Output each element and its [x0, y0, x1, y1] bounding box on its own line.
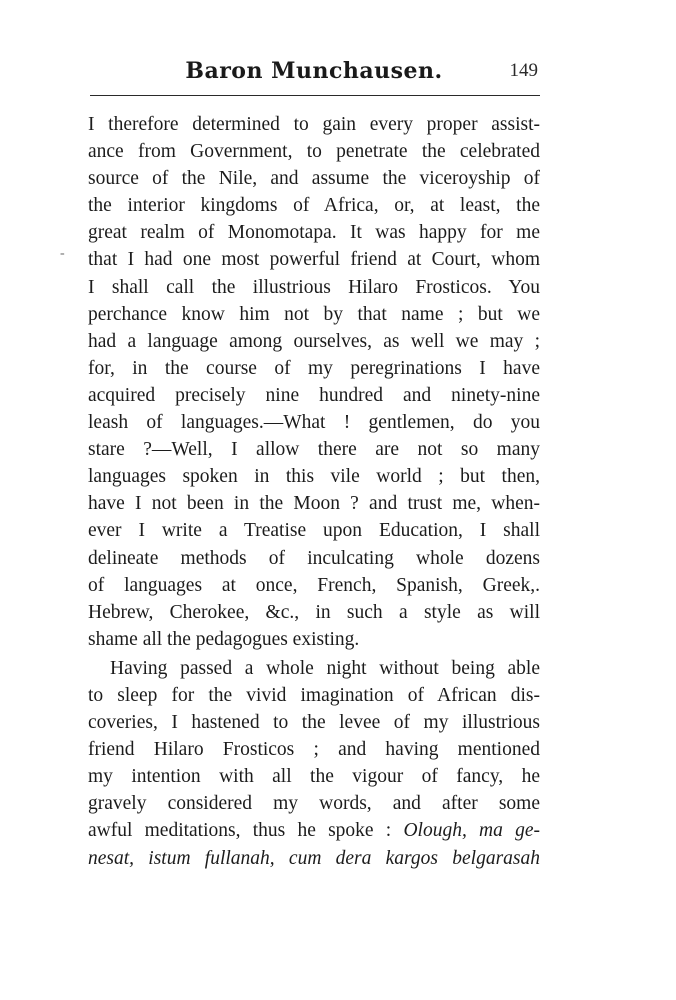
text-line: my intention with all the vigour of fancy, he	[88, 766, 540, 788]
text-line: source of the Nile, and assume the viceroyship of	[88, 168, 540, 190]
text-line: coveries, I hastened to the levee of my illustrious	[88, 712, 540, 734]
text-line: the interior kingdoms of Africa, or, at least, the	[88, 195, 540, 217]
body-text	[88, 111, 540, 872]
text-line: stare ?—Well, I allow there are not so many	[88, 439, 540, 461]
margin-mark: -	[60, 246, 65, 261]
text-line: perchance know him not by that name ; but we	[88, 303, 540, 325]
text-line	[88, 817, 540, 844]
text-line-roman: awful meditations, thus he spoke :	[88, 820, 392, 842]
text-line: gravely considered my words, and after some	[88, 793, 540, 815]
text-line: great realm of Monomotapa. It was happy for me	[88, 222, 540, 244]
text-line: of languages at once, French, Spanish, Greek,.	[88, 574, 540, 596]
text-line: ance from Government, to penetrate the celebrated	[88, 141, 540, 163]
text-line: ever I write a Treatise upon Education, I shall	[88, 520, 540, 542]
text-line: delineate methods of inculcating whole dozens	[88, 547, 540, 569]
running-title: Baron Munchausen.	[185, 58, 443, 84]
text-line: Having passed a whole night without being able	[110, 657, 540, 679]
text-line: leash of languages.—What ! gentlemen, do you	[88, 412, 540, 434]
text-line: Hebrew, Cherokee, &c., in such a style as will	[88, 601, 540, 623]
text-line: had a language among ourselves, as well we may ;	[88, 330, 540, 352]
text-line: that I had one most powerful friend at Court, whom	[88, 249, 540, 271]
text-line: for, in the course of my peregrinations I have	[88, 357, 540, 379]
header-rule	[90, 95, 540, 96]
paragraph-2	[88, 655, 540, 872]
running-head	[88, 56, 540, 90]
latin-line: nesat, istum fullanah, cum dera kargos belgarasah	[88, 847, 540, 869]
text-line: to sleep for the vivid imagination of African dis-	[88, 684, 540, 706]
text-line: I therefore determined to gain every proper assist-	[88, 114, 540, 135]
page-number: 149	[509, 60, 538, 81]
text-line: acquired precisely nine hundred and ninety-nine	[88, 384, 540, 406]
text-line: friend Hilaro Frosticos ; and having mentioned	[88, 739, 540, 761]
text-line: I shall call the illustrious Hilaro Frosticos. You	[88, 276, 540, 298]
text-line: have I not been in the Moon ? and trust me, when-	[88, 493, 540, 515]
latin-phrase: Olough, ma ge-	[403, 820, 541, 842]
text-line: languages spoken in this vile world ; but then,	[88, 466, 540, 488]
paragraph-1	[88, 111, 540, 653]
text-line: shame all the pedagogues existing.	[88, 628, 360, 650]
